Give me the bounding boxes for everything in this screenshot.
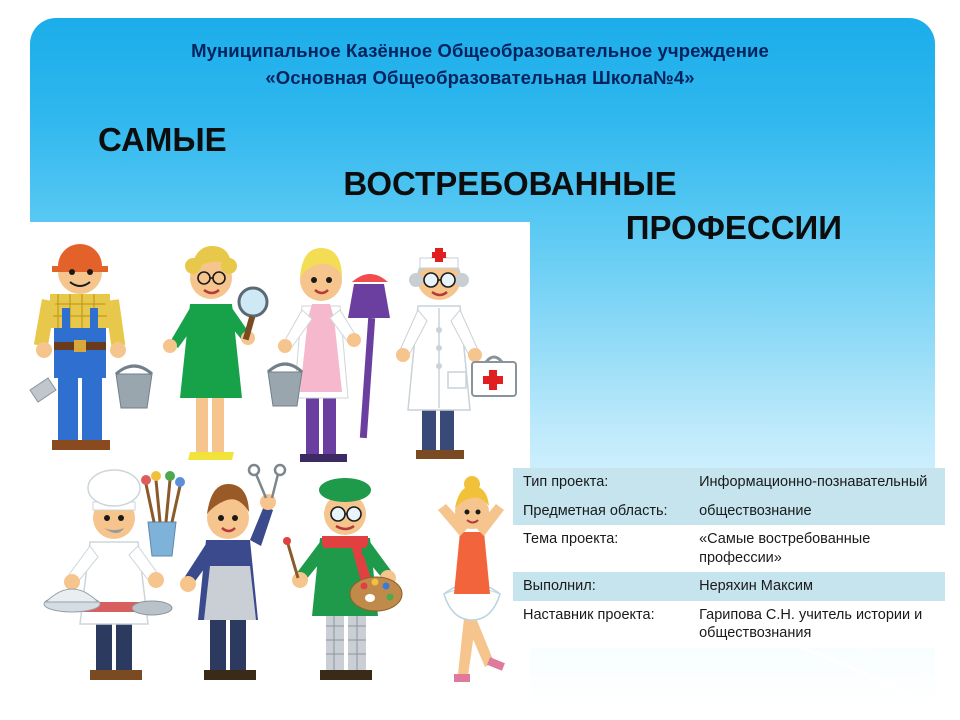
table-row	[513, 601, 945, 648]
table-cell-value: обществознание	[689, 497, 945, 526]
page-title-line1: САМЫЕ	[98, 121, 227, 158]
table-cell-label: Выполнил:	[513, 572, 689, 601]
table-row	[513, 497, 945, 526]
table-row	[513, 468, 945, 497]
table-cell-label: Тип проекта:	[513, 468, 689, 497]
page-title-line3: ПРОФЕССИИ	[625, 208, 842, 246]
table-cell-value: Гарипова С.Н. учитель истории и обществознания	[689, 601, 945, 648]
page-title-line2: ВОСТРЕБОВАННЫЕ	[343, 164, 677, 202]
table-row	[513, 525, 945, 572]
professions-illustration-svg	[20, 222, 530, 710]
table-row	[513, 572, 945, 601]
table-cell-value: Информационно-познавательный	[689, 468, 945, 497]
institution-header-line2: «Основная Общеобразовательная Школа№4»	[265, 66, 695, 88]
professions-illustration	[20, 222, 530, 710]
table-cell-value: Неряхин Максим	[689, 572, 945, 601]
institution-header-line1: Муниципальное Казённое Общеобразовательное учреждение	[191, 40, 769, 61]
table-cell-label: Предметная область:	[513, 497, 689, 526]
institution-header	[60, 38, 900, 92]
table-cell-label: Наставник проекта:	[513, 601, 689, 648]
project-info-table	[513, 468, 945, 648]
table-cell-label: Тема проекта:	[513, 525, 689, 572]
table-cell-value: «Самые востребованные профессии»	[689, 525, 945, 572]
